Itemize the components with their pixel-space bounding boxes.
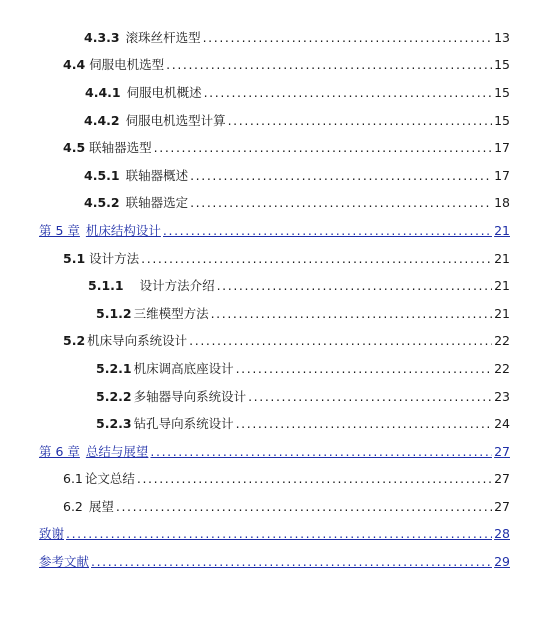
toc-entry-page: 27 [494,498,510,514]
toc-entry-number: 4.5 [63,140,86,156]
toc-entry-title: 联轴器概述 [125,167,189,183]
toc-entry-page: 18 [494,195,510,211]
toc-entry-number: 5.2.2 [96,388,132,404]
toc-entry-number: 4.4.1 [85,84,121,100]
toc-entry-4-4-2[interactable] [0,107,543,135]
toc-entry-title: 参考文献 [39,554,90,570]
toc-entry-5-2-3[interactable] [0,410,543,438]
toc-entry-5-1[interactable] [0,245,543,273]
toc-entry-5-1-1[interactable] [0,272,543,300]
toc-entry-title: 展望 [88,498,114,514]
toc-entry-title: 设计方法 [89,250,140,266]
toc-leader-dots [166,57,492,73]
toc-entry-page: 21 [494,278,510,294]
toc-entry-4-5-1[interactable] [0,162,543,190]
toc-entry-title: 设计方法介绍 [139,278,215,294]
toc-entry-title: 多轴器导向系统设计 [133,388,247,404]
toc-entry-page: 15 [494,112,510,128]
toc-entry-page: 22 [494,360,510,376]
toc-entry-number: 5.1 [63,250,86,266]
toc-leader-dots [141,251,492,267]
toc-leader-dots [203,30,492,46]
toc-entry-page: 24 [494,416,510,432]
toc-entry-page: 22 [494,333,510,349]
toc-chapter-5-link[interactable] [0,217,543,245]
toc-entry-page: 23 [494,388,510,404]
toc-entry-number: 5.1.1 [88,278,124,294]
toc-entry-page: 17 [494,140,510,156]
toc-entry-number: 5.2.1 [96,360,132,376]
toc-references-link[interactable] [0,548,543,576]
toc-entry-5-2-1[interactable] [0,355,543,383]
toc-entry-page: 27 [494,443,510,459]
toc-entry-title: 伺服电机概述 [126,84,202,100]
toc-entry-page: 27 [494,471,510,487]
toc-entry-page: 13 [494,29,510,45]
toc-entry-number: 6.2 [63,498,83,514]
toc-entry-page: 21 [494,305,510,321]
toc-leader-dots [217,278,492,294]
toc-entry-number: 5.2.3 [96,416,132,432]
toc-leader-dots [204,85,492,101]
toc-entry-title: 伺服电机选型 [89,57,165,73]
toc-entry-4-5[interactable] [0,134,543,162]
toc-leader-dots [211,306,492,322]
toc-entry-page: 17 [494,167,510,183]
toc-acknowledgements-link[interactable] [0,521,543,549]
toc-leader-dots [163,223,492,239]
toc-leader-dots [248,389,492,405]
toc-entry-number: 5.2 [63,333,86,349]
toc-leader-dots [150,444,492,460]
table-of-contents [0,24,543,576]
toc-entry-4-5-2[interactable] [0,190,543,218]
toc-leader-dots [236,416,492,432]
toc-leader-dots [66,526,492,542]
toc-entry-number: 4.4 [63,57,86,73]
toc-entry-title: 机床调高底座设计 [133,360,234,376]
toc-entry-title: 总结与展望 [85,443,149,459]
toc-entry-title: 致谢 [39,526,65,542]
toc-entry-number: 第 6 章 [39,443,80,459]
toc-entry-title: 论文总结 [84,471,135,487]
toc-entry-4-3-3[interactable] [0,24,543,52]
toc-entry-page: 15 [494,84,510,100]
toc-leader-dots [190,195,492,211]
toc-entry-title: 机床结构设计 [85,222,161,238]
toc-entry-title: 联轴器选定 [125,195,189,211]
toc-leader-dots [236,361,492,377]
toc-leader-dots [189,333,492,349]
toc-entry-number: 5.1.2 [96,305,132,321]
toc-entry-page: 15 [494,57,510,73]
toc-entry-number: 4.4.2 [84,112,120,128]
toc-entry-5-2-2[interactable] [0,383,543,411]
toc-entry-number: 第 5 章 [39,222,80,238]
toc-entry-title: 机床导向系统设计 [87,333,188,349]
toc-leader-dots [190,168,492,184]
toc-leader-dots [228,113,492,129]
toc-entry-6-2[interactable] [0,493,543,521]
toc-entry-title: 钻孔导向系统设计 [133,416,234,432]
toc-entry-5-2[interactable] [0,328,543,356]
toc-entry-title: 伺服电机选型计算 [125,112,226,128]
toc-entry-title: 三维模型方法 [133,305,209,321]
toc-entry-title: 联轴器选型 [89,140,152,156]
toc-leader-dots [137,471,492,487]
toc-entry-page: 21 [494,222,510,238]
toc-entry-4-4-1[interactable] [0,79,543,107]
toc-entry-page: 29 [494,554,510,570]
toc-entry-page: 21 [494,250,510,266]
toc-entry-number: 4.5.2 [84,195,120,211]
toc-entry-5-1-2[interactable] [0,300,543,328]
toc-leader-dots [91,554,492,570]
toc-entry-number: 6.1 [63,471,83,487]
toc-entry-6-1[interactable] [0,466,543,494]
toc-leader-dots [116,499,492,515]
toc-entry-title: 滚珠丝杆选型 [125,29,201,45]
toc-leader-dots [154,140,492,156]
toc-entry-page: 28 [494,526,510,542]
toc-chapter-6-link[interactable] [0,438,543,466]
toc-entry-number: 4.5.1 [84,167,120,183]
toc-entry-number: 4.3.3 [84,29,120,45]
toc-entry-4-4[interactable] [0,52,543,80]
